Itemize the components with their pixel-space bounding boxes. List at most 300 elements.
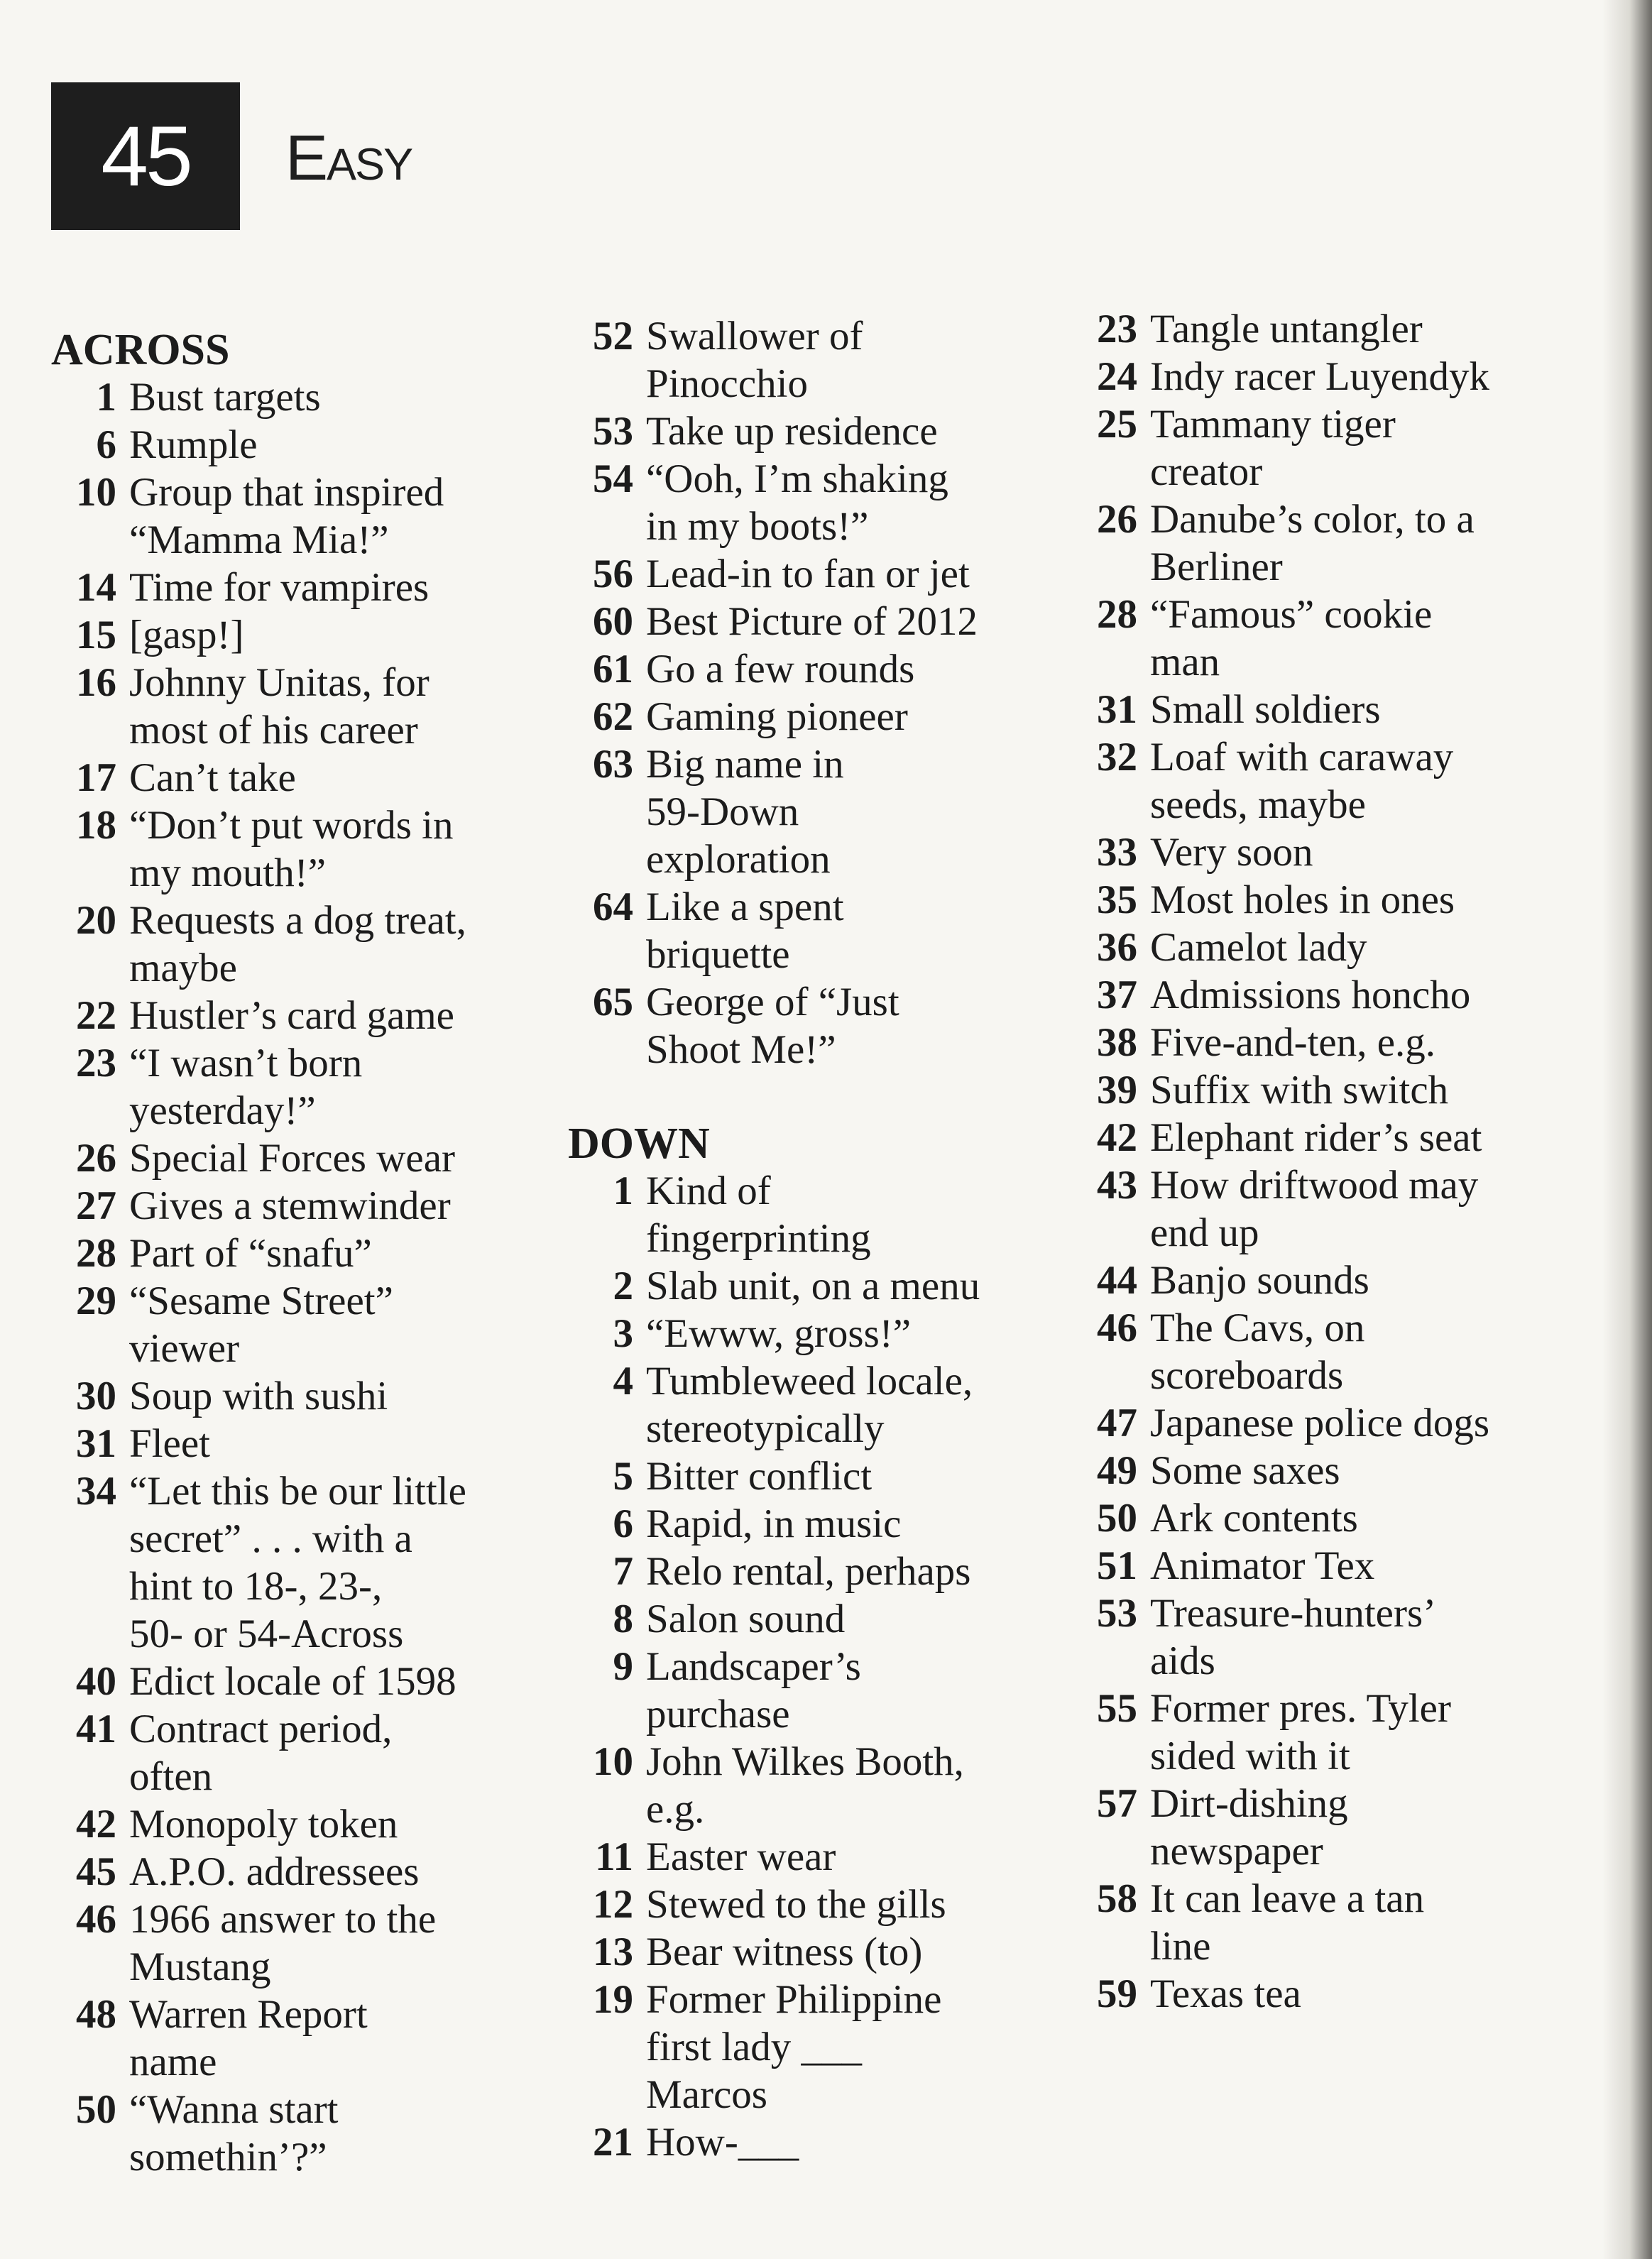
clue-text — [129, 1800, 520, 1848]
clue-text-line: first lady ___ — [646, 2025, 862, 2069]
clue-number: 41 — [76, 1707, 116, 1751]
across-clue-26 — [51, 1134, 520, 1182]
clue-text — [129, 1467, 520, 1658]
clue-text — [1150, 400, 1541, 496]
down-clue-12 — [568, 1881, 1036, 1928]
clue-number: 31 — [1097, 687, 1137, 732]
clue-text — [129, 897, 520, 992]
clue-text-line: fingerprinting — [646, 1216, 871, 1261]
clue-text — [646, 598, 1036, 645]
down-clue-55 — [1072, 1685, 1541, 1780]
across-clue-52 — [568, 312, 1036, 408]
clue-number: 28 — [76, 1231, 116, 1276]
clue-text-line: Can’t take — [129, 755, 296, 800]
clue-number: 44 — [1097, 1258, 1137, 1303]
clue-text — [1150, 924, 1541, 971]
down-clue-59 — [1072, 1970, 1541, 2018]
clue-text-line: Animator Tex — [1150, 1543, 1375, 1588]
clue-text-line: Gaming pioneer — [646, 694, 908, 739]
clue-text-line: George of “Just — [646, 980, 899, 1024]
across-clue-27 — [51, 1182, 520, 1230]
clue-text-line: Banjo sounds — [1150, 1258, 1369, 1303]
clue-text — [646, 1453, 1036, 1500]
clue-text-line: name — [129, 2040, 217, 2084]
clue-number: 40 — [76, 1659, 116, 1704]
clue-column-3 — [1072, 305, 1541, 2018]
clue-number: 19 — [593, 1977, 633, 2022]
clue-text — [129, 659, 520, 754]
down-clue-43 — [1072, 1161, 1541, 1257]
clue-number: 1 — [613, 1169, 633, 1213]
clue-text — [129, 1372, 520, 1420]
down-clue-9 — [568, 1643, 1036, 1738]
clue-text — [1150, 1019, 1541, 1066]
across-clue-1 — [51, 373, 520, 421]
clue-text-line: Berliner — [1150, 545, 1283, 589]
clue-text-line: Some saxes — [1150, 1448, 1340, 1493]
clue-text — [129, 1420, 520, 1467]
clue-text — [646, 1262, 1036, 1310]
clue-number: 56 — [593, 552, 633, 596]
clue-text — [129, 1991, 520, 2086]
clue-text-line: Marcos — [646, 2072, 767, 2117]
across-clue-22 — [51, 992, 520, 1039]
across-clue-29 — [51, 1277, 520, 1372]
clue-text-line: Stewed to the gills — [646, 1882, 946, 1927]
clue-number: 29 — [76, 1279, 116, 1323]
clue-text — [129, 1277, 520, 1372]
clue-number: 62 — [593, 694, 633, 739]
clue-text — [1150, 1447, 1541, 1494]
clue-text-line: “Famous” cookie — [1150, 592, 1433, 637]
clue-number: 42 — [1097, 1115, 1137, 1160]
clue-text-line: “Wanna start — [129, 2087, 339, 2132]
clue-text-line: Big name in — [646, 742, 844, 787]
clue-text — [646, 1833, 1036, 1881]
across-clue-53 — [568, 408, 1036, 455]
clue-text — [1150, 1114, 1541, 1161]
clue-number: 13 — [593, 1930, 633, 1974]
clue-number: 26 — [76, 1136, 116, 1181]
clue-text — [1150, 496, 1541, 591]
down-clue-39 — [1072, 1066, 1541, 1114]
down-clue-31 — [1072, 686, 1541, 733]
clue-text-line: end up — [1150, 1210, 1259, 1255]
clue-text — [1150, 1780, 1541, 1875]
clue-text — [1150, 876, 1541, 924]
clue-text-line: viewer — [129, 1326, 240, 1371]
clue-number: 7 — [613, 1549, 633, 1594]
clue-text-line: hint to 18-, 23-, — [129, 1564, 383, 1609]
clue-text — [129, 1705, 520, 1800]
clue-number: 9 — [613, 1644, 633, 1689]
clue-text — [129, 373, 520, 421]
across-clue-56 — [568, 550, 1036, 598]
down-clue-list — [568, 1167, 1036, 2166]
across-clue-28 — [51, 1230, 520, 1277]
clue-text-line: somethin’?” — [129, 2135, 327, 2179]
clue-text-line: 1966 answer to the — [129, 1897, 437, 1942]
clue-text — [1150, 1542, 1541, 1590]
clue-text-line: Fleet — [129, 1421, 210, 1466]
clue-text-line: Elephant rider’s seat — [1150, 1115, 1482, 1160]
clue-number: 46 — [76, 1897, 116, 1942]
clue-text-line: Warren Report — [129, 1992, 368, 2037]
clue-text-line: Bust targets — [129, 375, 321, 420]
clue-text-line: Slab unit, on a menu — [646, 1264, 980, 1308]
clue-number: 23 — [1097, 307, 1137, 351]
down-clue-list-continued — [1072, 305, 1541, 2018]
down-clue-32 — [1072, 733, 1541, 828]
down-clue-7 — [568, 1548, 1036, 1595]
across-clue-61 — [568, 645, 1036, 693]
down-clue-53 — [1072, 1590, 1541, 1685]
down-clue-46 — [1072, 1304, 1541, 1399]
clue-text — [129, 421, 520, 469]
clue-text-line: Danube’s color, to a — [1150, 497, 1475, 542]
clue-number: 12 — [593, 1882, 633, 1927]
across-clue-15 — [51, 611, 520, 659]
down-clue-2 — [568, 1262, 1036, 1310]
clue-text-line: Tangle untangler — [1150, 307, 1423, 351]
clue-text-line: Hustler’s card game — [129, 993, 454, 1038]
clue-text — [646, 1167, 1036, 1262]
clue-number: 3 — [613, 1311, 633, 1356]
down-clue-47 — [1072, 1399, 1541, 1447]
clue-number: 38 — [1097, 1020, 1137, 1065]
clue-number: 36 — [1097, 925, 1137, 970]
clue-number: 47 — [1097, 1401, 1137, 1445]
across-clue-10 — [51, 469, 520, 564]
clue-number: 31 — [76, 1421, 116, 1466]
clue-text-line: Very soon — [1150, 830, 1313, 875]
clue-number: 33 — [1097, 830, 1137, 875]
clue-text-line: “Mamma Mia!” — [129, 518, 389, 562]
clue-number: 52 — [593, 314, 633, 359]
clue-number: 55 — [1097, 1686, 1137, 1731]
clue-text-line: Time for vampires — [129, 565, 430, 610]
clue-number: 37 — [1097, 973, 1137, 1017]
clue-text-line: Edict locale of 1598 — [129, 1659, 456, 1704]
clue-text-line: “Don’t put words in — [129, 803, 454, 848]
down-clue-4 — [568, 1357, 1036, 1453]
clue-text-line: Kind of — [646, 1169, 771, 1213]
clue-text-line: Take up residence — [646, 409, 938, 454]
clue-text — [646, 1881, 1036, 1928]
clue-text — [1150, 1685, 1541, 1780]
clue-text-line: exploration — [646, 837, 831, 882]
clue-text-line: Part of “snafu” — [129, 1231, 372, 1276]
clue-text — [646, 645, 1036, 693]
clue-text-line: [gasp!] — [129, 613, 244, 657]
across-clue-20 — [51, 897, 520, 992]
clue-number: 20 — [76, 898, 116, 943]
clue-number: 63 — [593, 742, 633, 787]
clue-text — [1150, 1875, 1541, 1970]
clue-text-line: in my boots!” — [646, 504, 869, 549]
clue-text-line: “Ewww, gross!” — [646, 1311, 912, 1356]
clue-text-line: Camelot lady — [1150, 925, 1367, 970]
clue-text-line: John Wilkes Booth, — [646, 1739, 964, 1784]
down-clue-3 — [568, 1310, 1036, 1357]
across-clue-40 — [51, 1658, 520, 1705]
clue-text-line: e.g. — [646, 1787, 705, 1832]
clue-text-line: Rapid, in music — [646, 1502, 902, 1546]
clue-number: 4 — [613, 1359, 633, 1404]
clue-text-line: Pinocchio — [646, 361, 808, 406]
across-clue-17 — [51, 754, 520, 802]
clue-text — [1150, 1304, 1541, 1399]
clue-text — [1150, 1494, 1541, 1542]
clue-text-line: stereotypically — [646, 1406, 885, 1451]
clue-text — [1150, 686, 1541, 733]
clue-text — [646, 693, 1036, 740]
clue-text-line: “Sesame Street” — [129, 1279, 393, 1323]
clue-number: 32 — [1097, 735, 1137, 780]
clue-text-line: Lead-in to fan or jet — [646, 552, 970, 596]
clue-text-line: “Ooh, I’m shaking — [646, 456, 948, 501]
clue-text-line: “I wasn’t born — [129, 1041, 363, 1085]
clue-text-line: Japanese police dogs — [1150, 1401, 1490, 1445]
across-heading: ACROSS — [51, 326, 230, 374]
down-clue-6 — [568, 1500, 1036, 1548]
clue-number: 27 — [76, 1183, 116, 1228]
clue-text-line: Group that inspired — [129, 470, 444, 515]
clue-text-line: A.P.O. addressees — [129, 1849, 420, 1894]
clue-text-line: yesterday!” — [129, 1088, 316, 1133]
clue-number: 10 — [593, 1739, 633, 1784]
clue-text-line: briquette — [646, 932, 790, 977]
clue-number: 50 — [76, 2087, 116, 2132]
clue-text-line: Bear witness (to) — [646, 1930, 923, 1974]
clue-text-line: Most holes in ones — [1150, 877, 1455, 922]
clue-number: 25 — [1097, 402, 1137, 447]
clue-text-line: Tumbleweed locale, — [646, 1359, 973, 1404]
clue-number: 51 — [1097, 1543, 1137, 1588]
down-clue-28 — [1072, 591, 1541, 686]
clue-number: 8 — [613, 1597, 633, 1641]
across-clue-list-continued — [568, 312, 1036, 1073]
clue-text — [129, 1039, 520, 1134]
clue-text-line: Suffix with switch — [1150, 1068, 1449, 1112]
down-clue-26 — [1072, 496, 1541, 591]
clue-text — [129, 754, 520, 802]
clue-text — [1150, 1399, 1541, 1447]
clue-text — [646, 978, 1036, 1073]
across-clue-62 — [568, 693, 1036, 740]
across-clue-31 — [51, 1420, 520, 1467]
across-clue-54 — [568, 455, 1036, 550]
clue-text-line: scoreboards — [1150, 1353, 1344, 1398]
clue-text — [129, 1896, 520, 1991]
down-clue-42 — [1072, 1114, 1541, 1161]
clue-text-line: How-___ — [646, 2120, 799, 2165]
clue-number: 28 — [1097, 592, 1137, 637]
clue-number: 35 — [1097, 877, 1137, 922]
clue-number: 16 — [76, 660, 116, 705]
book-spine-shadow — [1602, 0, 1652, 2259]
across-clue-23 — [51, 1039, 520, 1134]
clue-text-line: Best Picture of 2012 — [646, 599, 978, 644]
clue-number: 53 — [593, 409, 633, 454]
clue-text-line: purchase — [646, 1692, 790, 1736]
clue-text-line: Go a few rounds — [646, 647, 915, 691]
clue-number: 15 — [76, 613, 116, 657]
clue-text-line: Landscaper’s — [646, 1644, 861, 1689]
clue-text-line: Texas tea — [1150, 1971, 1301, 2016]
clue-text-line: creator — [1150, 449, 1263, 494]
across-clue-64 — [568, 883, 1036, 978]
clue-text — [129, 992, 520, 1039]
clue-text — [646, 312, 1036, 408]
clue-text-line: line — [1150, 1924, 1211, 1969]
down-clue-25 — [1072, 400, 1541, 496]
clue-text — [129, 802, 520, 897]
clue-text-line: Soup with sushi — [129, 1374, 388, 1418]
clue-number: 5 — [613, 1454, 633, 1499]
clue-text — [646, 1548, 1036, 1595]
clue-text — [129, 1848, 520, 1896]
clue-text-line: Former pres. Tyler — [1150, 1686, 1451, 1731]
clue-text — [1150, 1066, 1541, 1114]
clue-text — [1150, 305, 1541, 353]
clue-text-line: seeds, maybe — [1150, 782, 1366, 827]
clue-text-line: Shoot Me!” — [646, 1027, 836, 1072]
clue-text-line: most of his career — [129, 708, 418, 753]
across-clue-14 — [51, 564, 520, 611]
clue-number: 57 — [1097, 1781, 1137, 1826]
across-clue-48 — [51, 1991, 520, 2086]
clue-text — [646, 1357, 1036, 1453]
down-clue-5 — [568, 1453, 1036, 1500]
down-clue-37 — [1072, 971, 1541, 1019]
clue-text-line: Bitter conflict — [646, 1454, 873, 1499]
clue-number: 49 — [1097, 1448, 1137, 1493]
clue-column-1 — [51, 327, 520, 2181]
clue-text — [1150, 591, 1541, 686]
down-clue-8 — [568, 1595, 1036, 1643]
clue-text-line: aids — [1150, 1639, 1215, 1683]
clue-text — [1150, 971, 1541, 1019]
clue-text-line: Former Philippine — [646, 1977, 942, 2022]
across-clue-6 — [51, 421, 520, 469]
clue-number: 23 — [76, 1041, 116, 1085]
clue-text — [1150, 353, 1541, 400]
clue-text-line: Like a spent — [646, 885, 844, 929]
clue-number: 42 — [76, 1802, 116, 1847]
down-clue-44 — [1072, 1257, 1541, 1304]
down-clue-35 — [1072, 876, 1541, 924]
clue-text-line: man — [1150, 640, 1220, 684]
down-clue-1 — [568, 1167, 1036, 1262]
clue-text — [1150, 1161, 1541, 1257]
clue-text-line: Mustang — [129, 1945, 271, 1989]
clue-text-line: often — [129, 1754, 213, 1799]
clue-text-line: How driftwood may — [1150, 1163, 1479, 1208]
clue-text-line: Tammany tiger — [1150, 402, 1396, 447]
clue-text-line: Swallower of — [646, 314, 863, 359]
down-clue-23 — [1072, 305, 1541, 353]
clue-text — [646, 1310, 1036, 1357]
down-clue-21 — [568, 2118, 1036, 2166]
clue-number: 60 — [593, 599, 633, 644]
across-clue-34 — [51, 1467, 520, 1658]
clue-text-line: Small soldiers — [1150, 687, 1381, 732]
difficulty-label: Easy — [285, 123, 412, 194]
clue-number: 53 — [1097, 1591, 1137, 1636]
clue-text-line: Ark contents — [1150, 1496, 1358, 1541]
clue-number: 59 — [1097, 1971, 1137, 2016]
down-clue-58 — [1072, 1875, 1541, 1970]
clue-text — [646, 1738, 1036, 1833]
clue-text — [646, 1928, 1036, 1976]
across-clue-60 — [568, 598, 1036, 645]
clue-text-line: Five-and-ten, e.g. — [1150, 1020, 1436, 1065]
clue-text — [129, 1134, 520, 1182]
clue-text — [646, 550, 1036, 598]
across-clue-16 — [51, 659, 520, 754]
clue-text — [129, 611, 520, 659]
clue-number: 21 — [593, 2120, 633, 2165]
clue-number: 6 — [96, 422, 116, 467]
clue-text-line: 59-Down — [646, 789, 799, 834]
clue-number: 14 — [76, 565, 116, 610]
clue-text — [129, 1230, 520, 1277]
clue-text-line: Indy racer Luyendyk — [1150, 354, 1489, 399]
clue-text-line: Johnny Unitas, for — [129, 660, 430, 705]
clue-text-line: 50- or 54-Across — [129, 1612, 404, 1656]
down-clue-57 — [1072, 1780, 1541, 1875]
clue-number: 43 — [1097, 1163, 1137, 1208]
clue-number: 34 — [76, 1469, 116, 1514]
clue-number: 61 — [593, 647, 633, 691]
clue-text-line: The Cavs, on — [1150, 1306, 1365, 1350]
across-clue-42 — [51, 1800, 520, 1848]
clue-text — [129, 564, 520, 611]
down-clue-13 — [568, 1928, 1036, 1976]
across-clue-46 — [51, 1896, 520, 1991]
clue-text-line: Gives a stemwinder — [129, 1183, 451, 1228]
clue-number: 2 — [613, 1264, 633, 1308]
clue-text — [646, 1976, 1036, 2118]
clue-text — [646, 408, 1036, 455]
clue-text — [1150, 733, 1541, 828]
down-clue-49 — [1072, 1447, 1541, 1494]
clue-text-line: “Let this be our little — [129, 1469, 466, 1514]
clue-text — [646, 1595, 1036, 1643]
clue-number: 24 — [1097, 354, 1137, 399]
clue-number: 11 — [595, 1834, 633, 1879]
clue-text — [646, 1643, 1036, 1738]
clue-text — [1150, 828, 1541, 876]
down-clue-10 — [568, 1738, 1036, 1833]
clue-number: 65 — [593, 980, 633, 1024]
down-clue-50 — [1072, 1494, 1541, 1542]
clue-text-line: Salon sound — [646, 1597, 846, 1641]
clue-text — [1150, 1970, 1541, 2018]
clue-number: 17 — [76, 755, 116, 800]
across-clue-list — [51, 373, 520, 2181]
down-clue-38 — [1072, 1019, 1541, 1066]
across-clue-45 — [51, 1848, 520, 1896]
clue-number: 1 — [96, 375, 116, 420]
clue-text-line: Admissions honcho — [1150, 973, 1471, 1017]
clue-text — [646, 2118, 1036, 2166]
clue-number: 22 — [76, 993, 116, 1038]
clue-text — [646, 455, 1036, 550]
down-clue-19 — [568, 1976, 1036, 2118]
clue-text-line: sided with it — [1150, 1734, 1350, 1778]
